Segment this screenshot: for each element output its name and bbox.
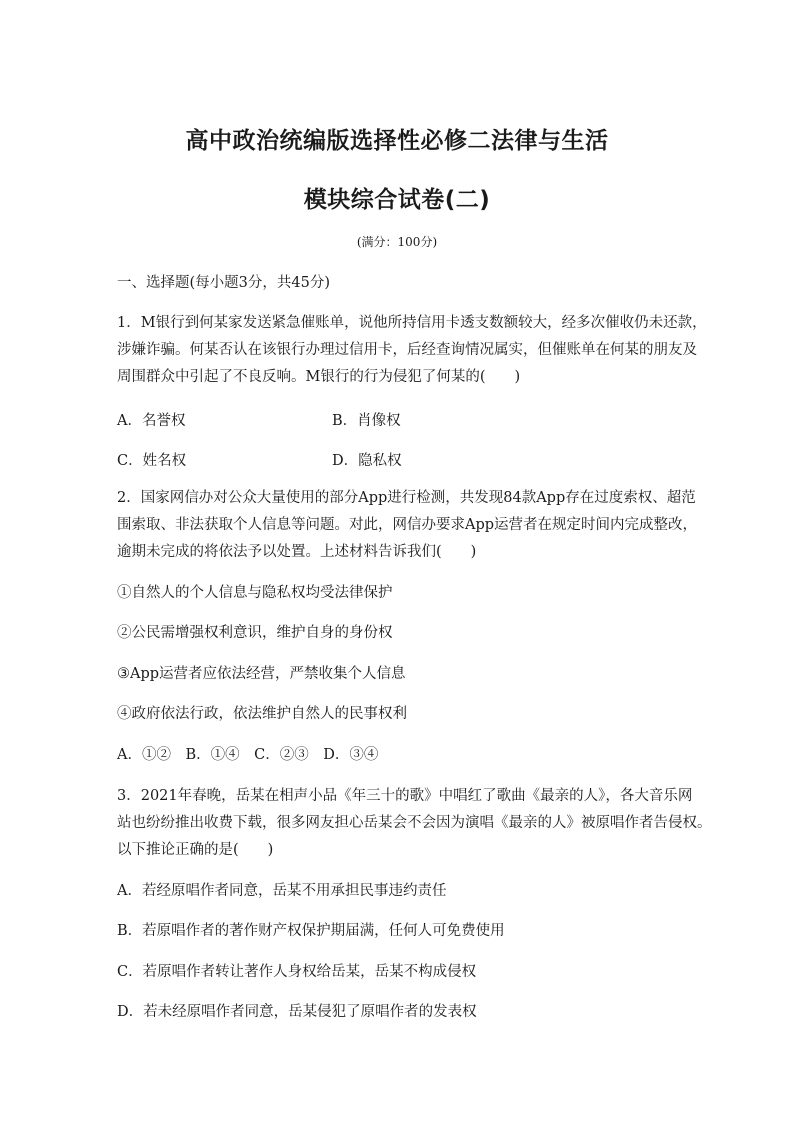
question-1-option-b: B．肖像权 xyxy=(332,413,401,429)
question-3-line-1: 3．2021年春晚，岳某在相声小品《年三十的歌》中唱红了歌曲《最亲的人》，各大音乐网 xyxy=(117,788,693,804)
question-1-line-1: 1．M银行到何某家发送紧急催账单，说他所持信用卡透支数额较大，经多次催收仍未还款， xyxy=(117,315,707,331)
question-3-line-3: 以下推论正确的是( ) xyxy=(117,842,274,858)
question-1-option-d: D．隐私权 xyxy=(332,453,402,469)
question-1-line-2: 涉嫌诈骗。何某否认在该银行办理过信用卡，后经查询情况属实，但催账单在何某的朋友及 xyxy=(117,342,697,358)
exam-title-line1: 高中政治统编版选择性必修二法律与生活 xyxy=(185,128,609,154)
question-3-option-a: A．若经原唱作者同意，岳某不用承担民事违约责任 xyxy=(117,883,447,899)
question-2-line-2: 围索取、非法获取个人信息等问题。对此，网信办要求App运营者在规定时间内完成整改， xyxy=(117,517,698,533)
question-2-line-3: 逾期未完成的将依法予以处置。上述材料告诉我们( ) xyxy=(117,544,477,560)
full-score-note: (满分：100分) xyxy=(356,235,438,249)
question-2-answer-options: A．①② B．①④ C．②③ D．③④ xyxy=(117,747,379,763)
question-2-item-4: ④政府依法行政，依法维护自然人的民事权利 xyxy=(117,706,407,722)
question-2-line-1: 2．国家网信办对公众大量使用的部分App进行检测，共发现84款App存在过度索权、超范 xyxy=(117,490,696,506)
question-1-option-a: A．名誉权 xyxy=(117,413,186,429)
section-heading: 一、选择题(每小题3分，共45分) xyxy=(117,275,330,291)
question-3-line-2: 站也纷纷推出收费下载，很多网友担心岳某会不会因为演唱《最亲的人》被原唱作者告侵权。 xyxy=(117,815,712,831)
question-2-item-3: ③App运营者应依法经营，严禁收集个人信息 xyxy=(117,666,406,682)
question-1-option-c: C．姓名权 xyxy=(117,453,187,469)
question-2-item-1: ①自然人的个人信息与隐私权均受法律保护 xyxy=(117,585,393,601)
question-2-item-2: ②公民需增强权利意识，维护自身的身份权 xyxy=(117,625,393,641)
question-3-option-c: C．若原唱作者转让著作人身权给岳某，岳某不构成侵权 xyxy=(117,964,477,980)
question-3-option-b: B．若原唱作者的著作财产权保护期届满，任何人可免费使用 xyxy=(117,923,505,939)
exam-title-line2: 模块综合试卷(二) xyxy=(303,187,491,213)
question-1-line-3: 周围群众中引起了不良反响。M银行的行为侵犯了何某的( ) xyxy=(117,369,521,385)
question-3-option-d: D．若未经原唱作者同意，岳某侵犯了原唱作者的发表权 xyxy=(117,1004,477,1020)
